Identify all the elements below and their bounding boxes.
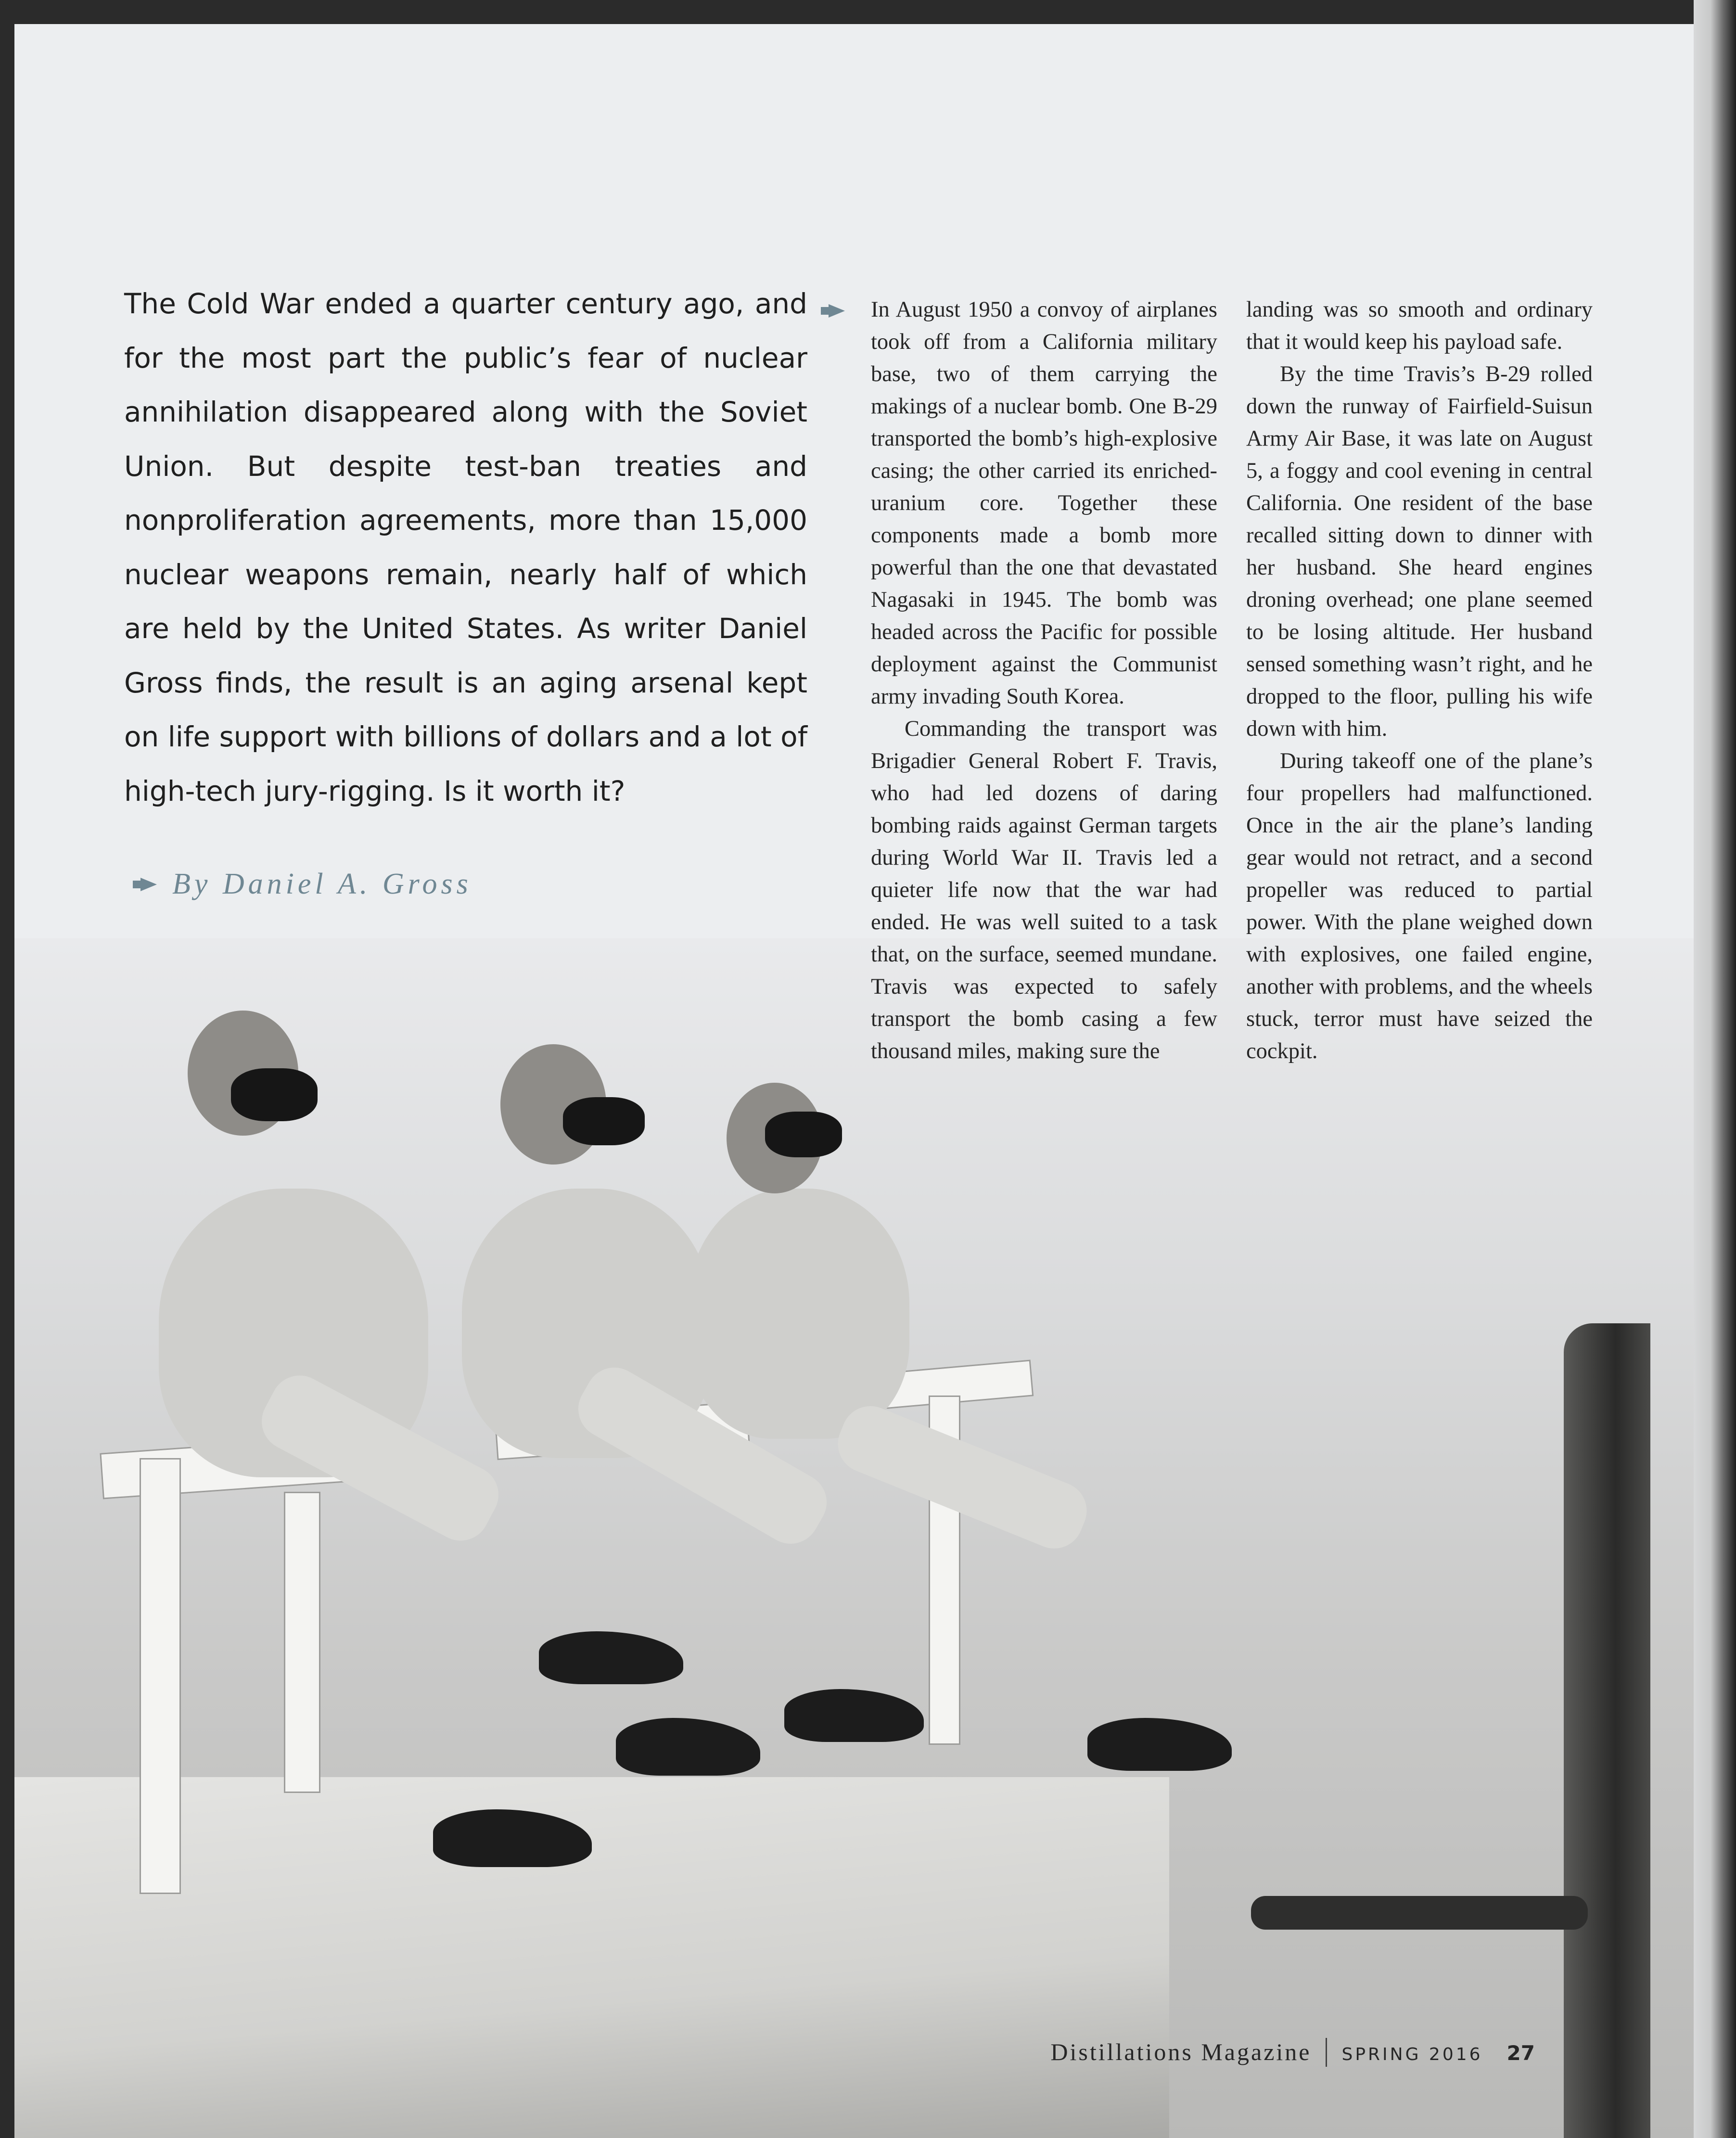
byline — [140, 867, 472, 901]
intro-paragraph: The Cold War ended a quarter century ago, and for the most part the public’s fear of nuclear annihilation disappeared along with the Soviet Union. But despite test-ban treaties and nonproliferation agreements, more than 15,000 nuclear weapons remain, nearly half of which are held by the United States. As writer Daniel Gross finds, the result is an aging arsenal kept on life support with billions of dollars and a lot of high-tech jury-rigging. Is it worth it? — [124, 287, 807, 807]
body-paragraph: landing was so smooth and ordinary that it would keep his payload safe. — [1246, 297, 1593, 354]
body-column-2 — [1246, 294, 1593, 1067]
magazine-name: Distillations Magazine — [1050, 2038, 1312, 2065]
arrow-bullet-icon — [829, 304, 845, 318]
page-number: 27 — [1506, 2041, 1535, 2065]
photo-men-in-goggles — [14, 938, 1694, 2138]
book-binding-edge — [1694, 0, 1736, 2138]
body-paragraph: During takeoff one of the plane’s four propellers had malfunctioned. Once in the air the plane’s landing gear would not retract, and a second propeller was reduced to partial power. With the plane weighed down with explosives, one failed engine, another with problems, and the wheels stuck, terror must have seized the cockpit. — [1246, 749, 1593, 1063]
byline-text: By Daniel A. Gross — [172, 868, 472, 900]
body-paragraph: Commanding the transport was Brigadier General Robert F. Travis, who had led dozens of daring bombing raids against German targets during World War II. Travis led a quieter life now that the war had ended. He was well suited to a task that, on the surface, seemed mundane. Travis was expected to safely transport the bomb casing a few thousand miles, making sure the — [871, 717, 1217, 1063]
magazine-page — [14, 24, 1694, 2138]
body-paragraph: In August 1950 a convoy of airplanes took off from a California military base, two of them carrying the makings of a nuclear bomb. One B-29 transported the bomb’s high-explosive casing; the other carried its enriched-uranium core. Together these components made a bomb more powerful than the one that devastated Nagasaki in 1945. The bomb was headed across the Pacific for possible deployment against the Communist army invading South Korea. — [871, 297, 1217, 709]
arrow-bullet-icon — [140, 878, 157, 891]
footer-divider — [1326, 2038, 1327, 2067]
body-column-1 — [871, 294, 1217, 1067]
body-paragraph: By the time Travis’s B-29 rolled down the runway of Fairfield-Suisun Army Air Base, it was late on August 5, a foggy and cool evening in central California. One resident of the base recalled sitting down to dinner with her husband. She heard engines droning overhead; one plane seemed to be losing altitude. Her husband sensed something wasn’t right, and he dropped to the floor, pulling his wife down with him. — [1246, 362, 1593, 741]
issue-season: SPRING 2016 — [1341, 2045, 1483, 2064]
page-footer — [1050, 2038, 1535, 2067]
